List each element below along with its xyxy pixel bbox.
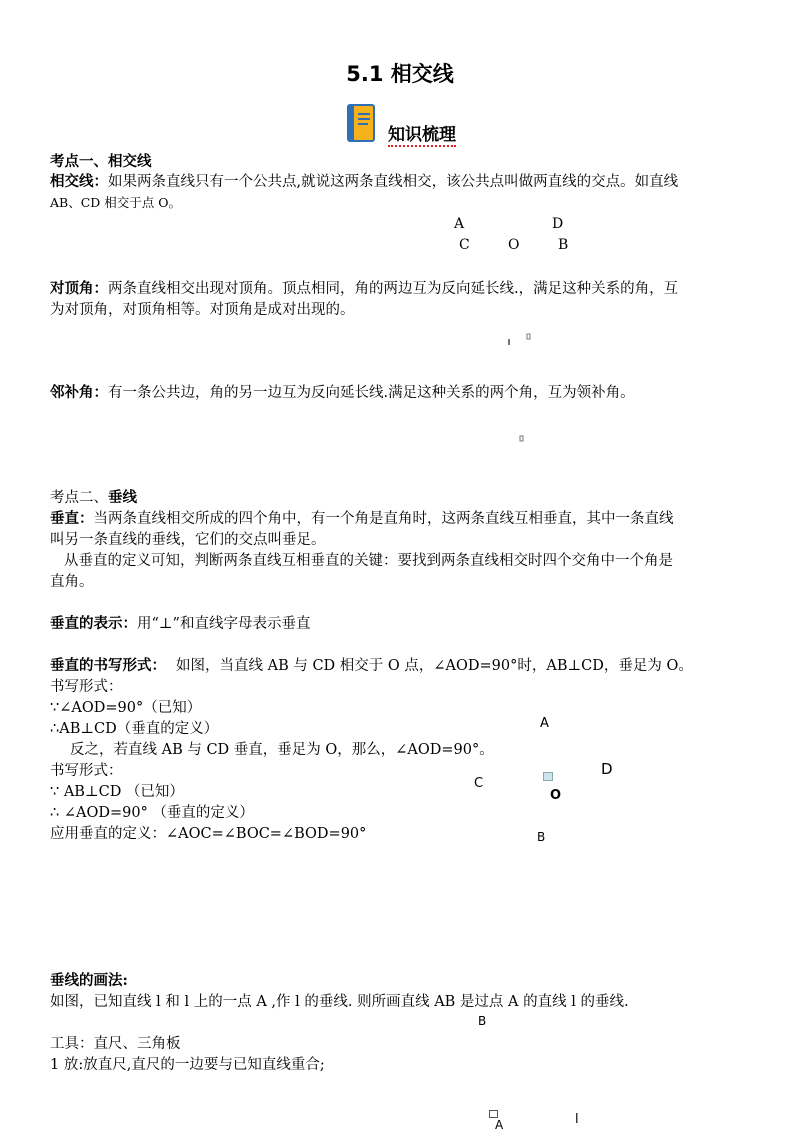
book-icon <box>346 104 380 144</box>
def-perpendicular: 垂直：当两条直线相交所成的四个角中，有一个角是直角时，这两条直线互相垂直，其中一条直线 <box>50 510 674 527</box>
def-perpendicular-key: 从垂直的定义可知，判断两条直线互相垂直的关键：要找到两条直线相交时四个交角中一个角是 <box>64 553 673 569</box>
def-intersecting-cont: AB、CD 相交于点 O。 <box>50 195 181 210</box>
perpendicular-writing: 垂直的书写形式： 如图，当直线 AB 与 CD 相交于 O 点，∠AOD=90°时，AB⊥CD，垂足为 O。 <box>50 657 693 674</box>
section3-heading: 垂线的画法: <box>50 972 128 989</box>
writing-form-1: 书写形式： <box>50 679 123 695</box>
writing-form-2: 书写形式： <box>50 763 123 779</box>
fig3-label-B: B <box>478 1014 487 1028</box>
fig1-label-B: B <box>558 237 569 253</box>
def-vertical-angles: 对顶角：两条直线相交出现对顶角。顶点相同，角的两边互为反向延长线.，满足这种关系的角，互 <box>50 280 679 297</box>
converse-line: 反之，若直线 AB 与 CD 垂直，垂足为 O，那么，∠AOD=90°。 <box>70 742 494 758</box>
def-perpendicular-key-cont: 直角。 <box>50 574 94 590</box>
fig3-point-mark <box>489 1110 498 1118</box>
step-1-line: 1 放:放直尺,直尺的一边要与已知直线重合; <box>50 1057 325 1073</box>
tools-line: 工具：直尺、三角板 <box>50 1036 181 1052</box>
section2-heading: 考点二、垂线 <box>50 489 137 506</box>
section-badge <box>346 104 466 150</box>
proof-line-3: ∵ AB⊥CD （已知） <box>50 784 184 800</box>
term-writing: 垂直的书写形式： <box>50 657 166 674</box>
section1-heading: 考点一、相交线 <box>50 153 152 170</box>
def-vertical-angles-cont: 为对顶角，对顶角相等。对顶角是成对出现的。 <box>50 302 355 318</box>
def-perpendicular-cont: 叫另一条直线的垂线，它们的交点叫垂足。 <box>50 532 326 548</box>
fig2-label-A: A <box>540 716 549 731</box>
fig1-label-D: D <box>552 216 564 232</box>
term-intersecting: 相交线： <box>50 173 108 190</box>
def-adjacent-angles: 邻补角：有一条公共边，角的另一边互为反向延长线.满足这种关系的两个角，互为领补角。 <box>50 384 635 401</box>
term-adjacent-angles: 邻补角： <box>50 384 108 401</box>
right-angle-mark <box>543 772 553 781</box>
fig2-label-D: D <box>601 760 613 778</box>
proof-line-4: ∴ ∠AOD=90° （垂直的定义） <box>50 805 254 821</box>
fig1-label-O: O <box>508 237 520 253</box>
fig1-label-A: A <box>454 216 465 232</box>
fig2-label-B: B <box>537 830 546 844</box>
fig3-label-A: A <box>495 1118 504 1132</box>
apply-definition: 应用垂直的定义：∠AOC=∠BOC=∠BOD=90° <box>50 826 367 842</box>
term-perpendicular: 垂直： <box>50 510 94 527</box>
fig2-label-O: O <box>550 788 562 803</box>
page-title: 5.1 相交线 <box>346 62 454 86</box>
badge-label: 知识梳理 <box>388 120 456 147</box>
figure-fragment <box>506 332 534 348</box>
def-intersecting-lines: 相交线：如果两条直线只有一个公共点,就说这两条直线相交，该公共点叫做两直线的交点。如直线 <box>50 173 679 190</box>
draw-perpendicular-intro: 如图，已知直线 l 和 l 上的一点 A ,作 l 的垂线. 则所画直线 AB 是过点 A 的直线 l 的垂线. <box>50 994 629 1010</box>
term-notation: 垂直的表示： <box>50 615 137 632</box>
perpendicular-notation: 垂直的表示：用“⊥”和直线字母表示垂直 <box>50 615 311 632</box>
proof-line-1: ∵∠AOD=90°（已知） <box>50 700 202 716</box>
figure-fragment-2 <box>518 434 528 444</box>
term-vertical-angles: 对顶角： <box>50 280 108 297</box>
fig3-label-l: l <box>575 1112 579 1127</box>
proof-line-2: ∴AB⊥CD（垂直的定义） <box>50 721 219 737</box>
fig1-label-C: C <box>459 237 470 253</box>
fig2-label-C: C <box>474 776 484 791</box>
